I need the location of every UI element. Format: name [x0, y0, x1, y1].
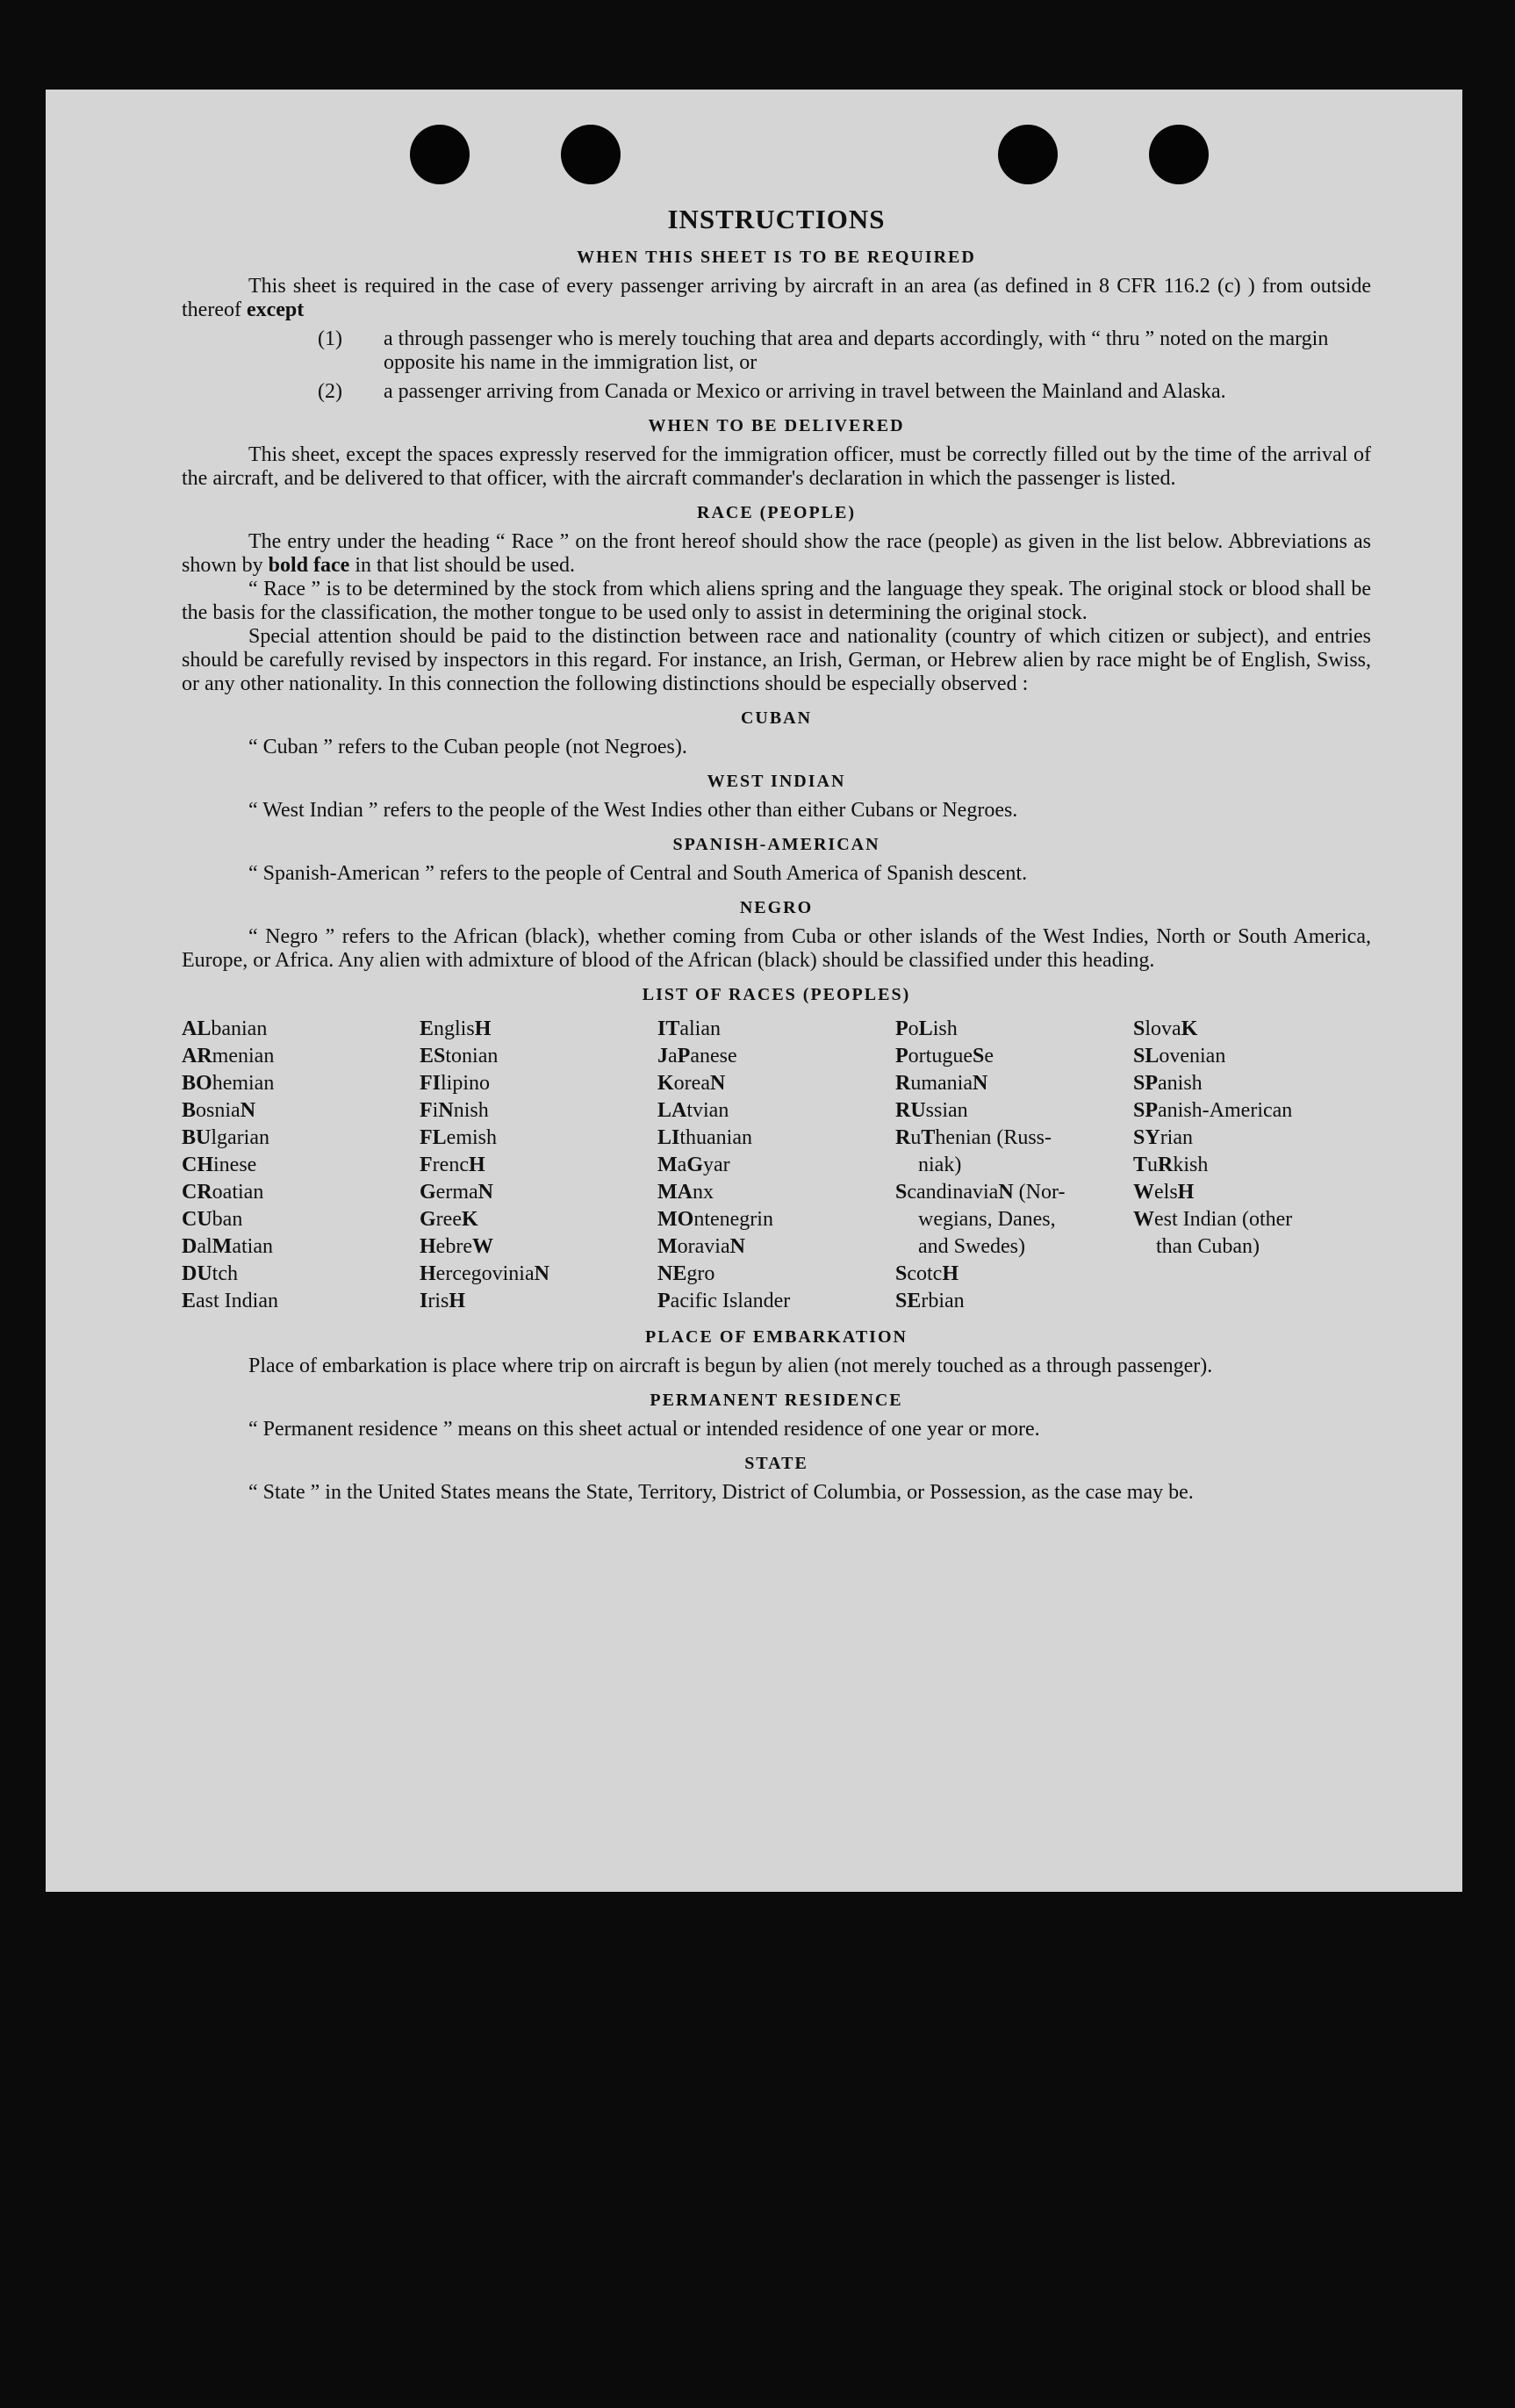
state-paragraph: “ State ” in the United States means the State, Territory, District of Columbia, or Possession, as the case may be. [248, 1481, 1194, 1504]
race-entry: SYrian [1133, 1126, 1193, 1149]
race-entry: KoreaN [657, 1072, 726, 1095]
race-entry: RuThenian (Russ- [895, 1126, 1052, 1149]
race-entry: SPanish [1133, 1072, 1203, 1095]
punch-hole [1149, 125, 1209, 184]
race-entry: BUlgarian [182, 1126, 269, 1149]
race-entry: RumaniaN [895, 1072, 988, 1095]
punch-hole [410, 125, 470, 184]
race-entry: FrencH [420, 1154, 485, 1176]
race-entry: DUtch [182, 1262, 238, 1285]
item-text: a passenger arriving from Canada or Mexico or arriving in travel between the Mainland and Alaska. [384, 380, 1226, 403]
section-heading-delivered: WHEN TO BE DELIVERED [648, 416, 905, 435]
delivered-paragraph: This sheet, except the spaces expressly reserved for the immigration officer, must be correctly filled out by the time of the arrival of the aircraft, and be delivered to that officer, with the aircraft commander's declaration in which the passenger is listed. [182, 443, 1371, 490]
race-entry: CHinese [182, 1154, 257, 1176]
race-entry: EnglisH [420, 1017, 492, 1040]
negro-paragraph: “ Negro ” refers to the African (black), whether coming from Cuba or other islands of the West Indies, North or South America, Europe, or Africa. Any alien with admixture of blood of the African (black) should be classified under this heading. [182, 925, 1371, 972]
section-heading-residence: PERMANENT RESIDENCE [650, 1391, 903, 1410]
section-heading-races-list: LIST OF RACES (PEOPLES) [642, 985, 911, 1004]
exception-item-2 [182, 380, 1371, 404]
section-heading-race: RACE (PEOPLE) [697, 503, 856, 522]
race-entry: MaGyar [657, 1154, 730, 1176]
race-entry: PortugueSe [895, 1045, 994, 1067]
section-heading-west-indian: WEST INDIAN [707, 772, 846, 791]
race-entry: ALbanian [182, 1017, 268, 1040]
races-column [1133, 1016, 1371, 1315]
races-column [657, 1016, 895, 1315]
race-entry: MAnx [657, 1181, 714, 1204]
item-text: a through passenger who is merely touching that area and departs accordingly, with “ thru ” noted on the margin opposite his name in the immigration list, or [384, 327, 1329, 374]
race-entry: LAtvian [657, 1099, 729, 1122]
races-column [420, 1016, 657, 1315]
race-entry: SLovenian [1133, 1045, 1226, 1067]
race-entry: JaPanese [657, 1045, 737, 1067]
punch-hole [561, 125, 621, 184]
item-number: (2) [318, 380, 342, 403]
race-entry: ScotcH [895, 1262, 959, 1285]
embarkation-paragraph: Place of embarkation is place where trip on aircraft is begun by alien (not merely touched as a through passenger). [248, 1355, 1213, 1377]
race-entry: than Cuban) [1156, 1235, 1260, 1258]
race-entry: ITalian [657, 1017, 721, 1040]
race-entry: IrisH [420, 1290, 466, 1312]
race-entry: MoraviaN [657, 1235, 745, 1258]
race-text: in that list should be used. [355, 554, 575, 577]
race-entry: wegians, Danes, [918, 1208, 1056, 1231]
races-column [895, 1016, 1133, 1315]
race-entry: PoLish [895, 1017, 958, 1040]
page-title: INSTRUCTIONS [667, 204, 886, 234]
race-paragraph-2: “ Race ” is to be determined by the stock from which aliens spring and the language they speak. The original stock or blood shall be the basis for the classification, the mother tongue to be used only to assist in determining the original stock. [182, 578, 1371, 624]
race-paragraph-3: Special attention should be paid to the distinction between race and nationality (country of which citizen or subject), and entries should be carefully revised by inspectors in this regard. For instance, an Irish, German, or Hebrew alien by race might be of English, Swiss, or any other nationality. In this connection the following distinctions should be especially observed : [182, 625, 1371, 695]
race-entry: SErbian [895, 1290, 965, 1312]
spanish-american-paragraph: “ Spanish-American ” refers to the people of Central and South America of Spanish descent. [248, 862, 1028, 885]
race-entry: FiNnish [420, 1099, 489, 1122]
race-entry: MOntenegrin [657, 1208, 773, 1231]
when-required-text: This sheet is required in the case of every passenger arriving by aircraft in an area (as defined in 8 CFR 116.2 (c) ) from outside thereof [182, 275, 1371, 321]
punch-hole [998, 125, 1058, 184]
race-entry: and Swedes) [918, 1235, 1025, 1258]
race-entry: WelsH [1133, 1181, 1195, 1204]
race-entry: East Indian [182, 1290, 278, 1312]
race-entry: FIlipino [420, 1072, 491, 1095]
race-entry: GreeK [420, 1208, 478, 1231]
races-column [182, 1016, 420, 1315]
section-heading-embarkation: PLACE OF EMBARKATION [645, 1327, 908, 1347]
race-entry: TuRkish [1133, 1154, 1209, 1176]
west-indian-paragraph: “ West Indian ” refers to the people of the West Indies other than either Cubans or Negroes. [248, 799, 1018, 822]
section-heading-negro: NEGRO [739, 898, 814, 917]
race-entry: Pacific Islander [657, 1290, 791, 1312]
race-entry: RUssian [895, 1099, 968, 1122]
race-entry: GermaN [420, 1181, 493, 1204]
race-entry: ScandinaviaN (Nor- [895, 1181, 1066, 1204]
bold-face-text: bold face [268, 554, 350, 577]
section-heading-when-required: WHEN THIS SHEET IS TO BE REQUIRED [577, 248, 976, 267]
when-required-paragraph [182, 275, 1371, 322]
residence-paragraph: “ Permanent residence ” means on this sheet actual or intended residence of one year or more. [248, 1418, 1040, 1441]
cuban-paragraph: “ Cuban ” refers to the Cuban people (not Negroes). [248, 736, 687, 758]
race-entry: HercegoviniaN [420, 1262, 549, 1285]
race-entry: DalMatian [182, 1235, 273, 1258]
race-paragraph-1 [182, 530, 1371, 578]
race-entry: SlovaK [1133, 1017, 1198, 1040]
race-entry: SPanish-American [1133, 1099, 1293, 1122]
race-entry: FLemish [420, 1126, 497, 1149]
race-text: The entry under the heading “ Race ” on the front hereof should show the race (people) as given in the list below. Abbreviations as shown by [182, 530, 1371, 577]
race-entry: HebreW [420, 1235, 493, 1258]
race-entry: LIthuanian [657, 1126, 752, 1149]
race-entry: niak) [918, 1154, 962, 1176]
except-text: except [246, 298, 305, 321]
section-heading-spanish-american: SPANISH-AMERICAN [672, 835, 880, 854]
instructions-content [182, 204, 1371, 1505]
section-heading-cuban: CUBAN [740, 708, 813, 728]
exception-item-1 [182, 327, 1371, 375]
race-entry: ARmenian [182, 1045, 275, 1067]
race-entry: CRoatian [182, 1181, 264, 1204]
race-entry: NEgro [657, 1262, 715, 1285]
item-number: (1) [318, 327, 342, 350]
section-heading-state: STATE [744, 1454, 808, 1473]
race-entry: BosniaN [182, 1099, 256, 1122]
race-entry: BOhemian [182, 1072, 275, 1095]
race-entry: EStonian [420, 1045, 499, 1067]
races-list [182, 1016, 1371, 1315]
race-entry: West Indian (other [1133, 1208, 1293, 1231]
race-entry: CUban [182, 1208, 243, 1231]
